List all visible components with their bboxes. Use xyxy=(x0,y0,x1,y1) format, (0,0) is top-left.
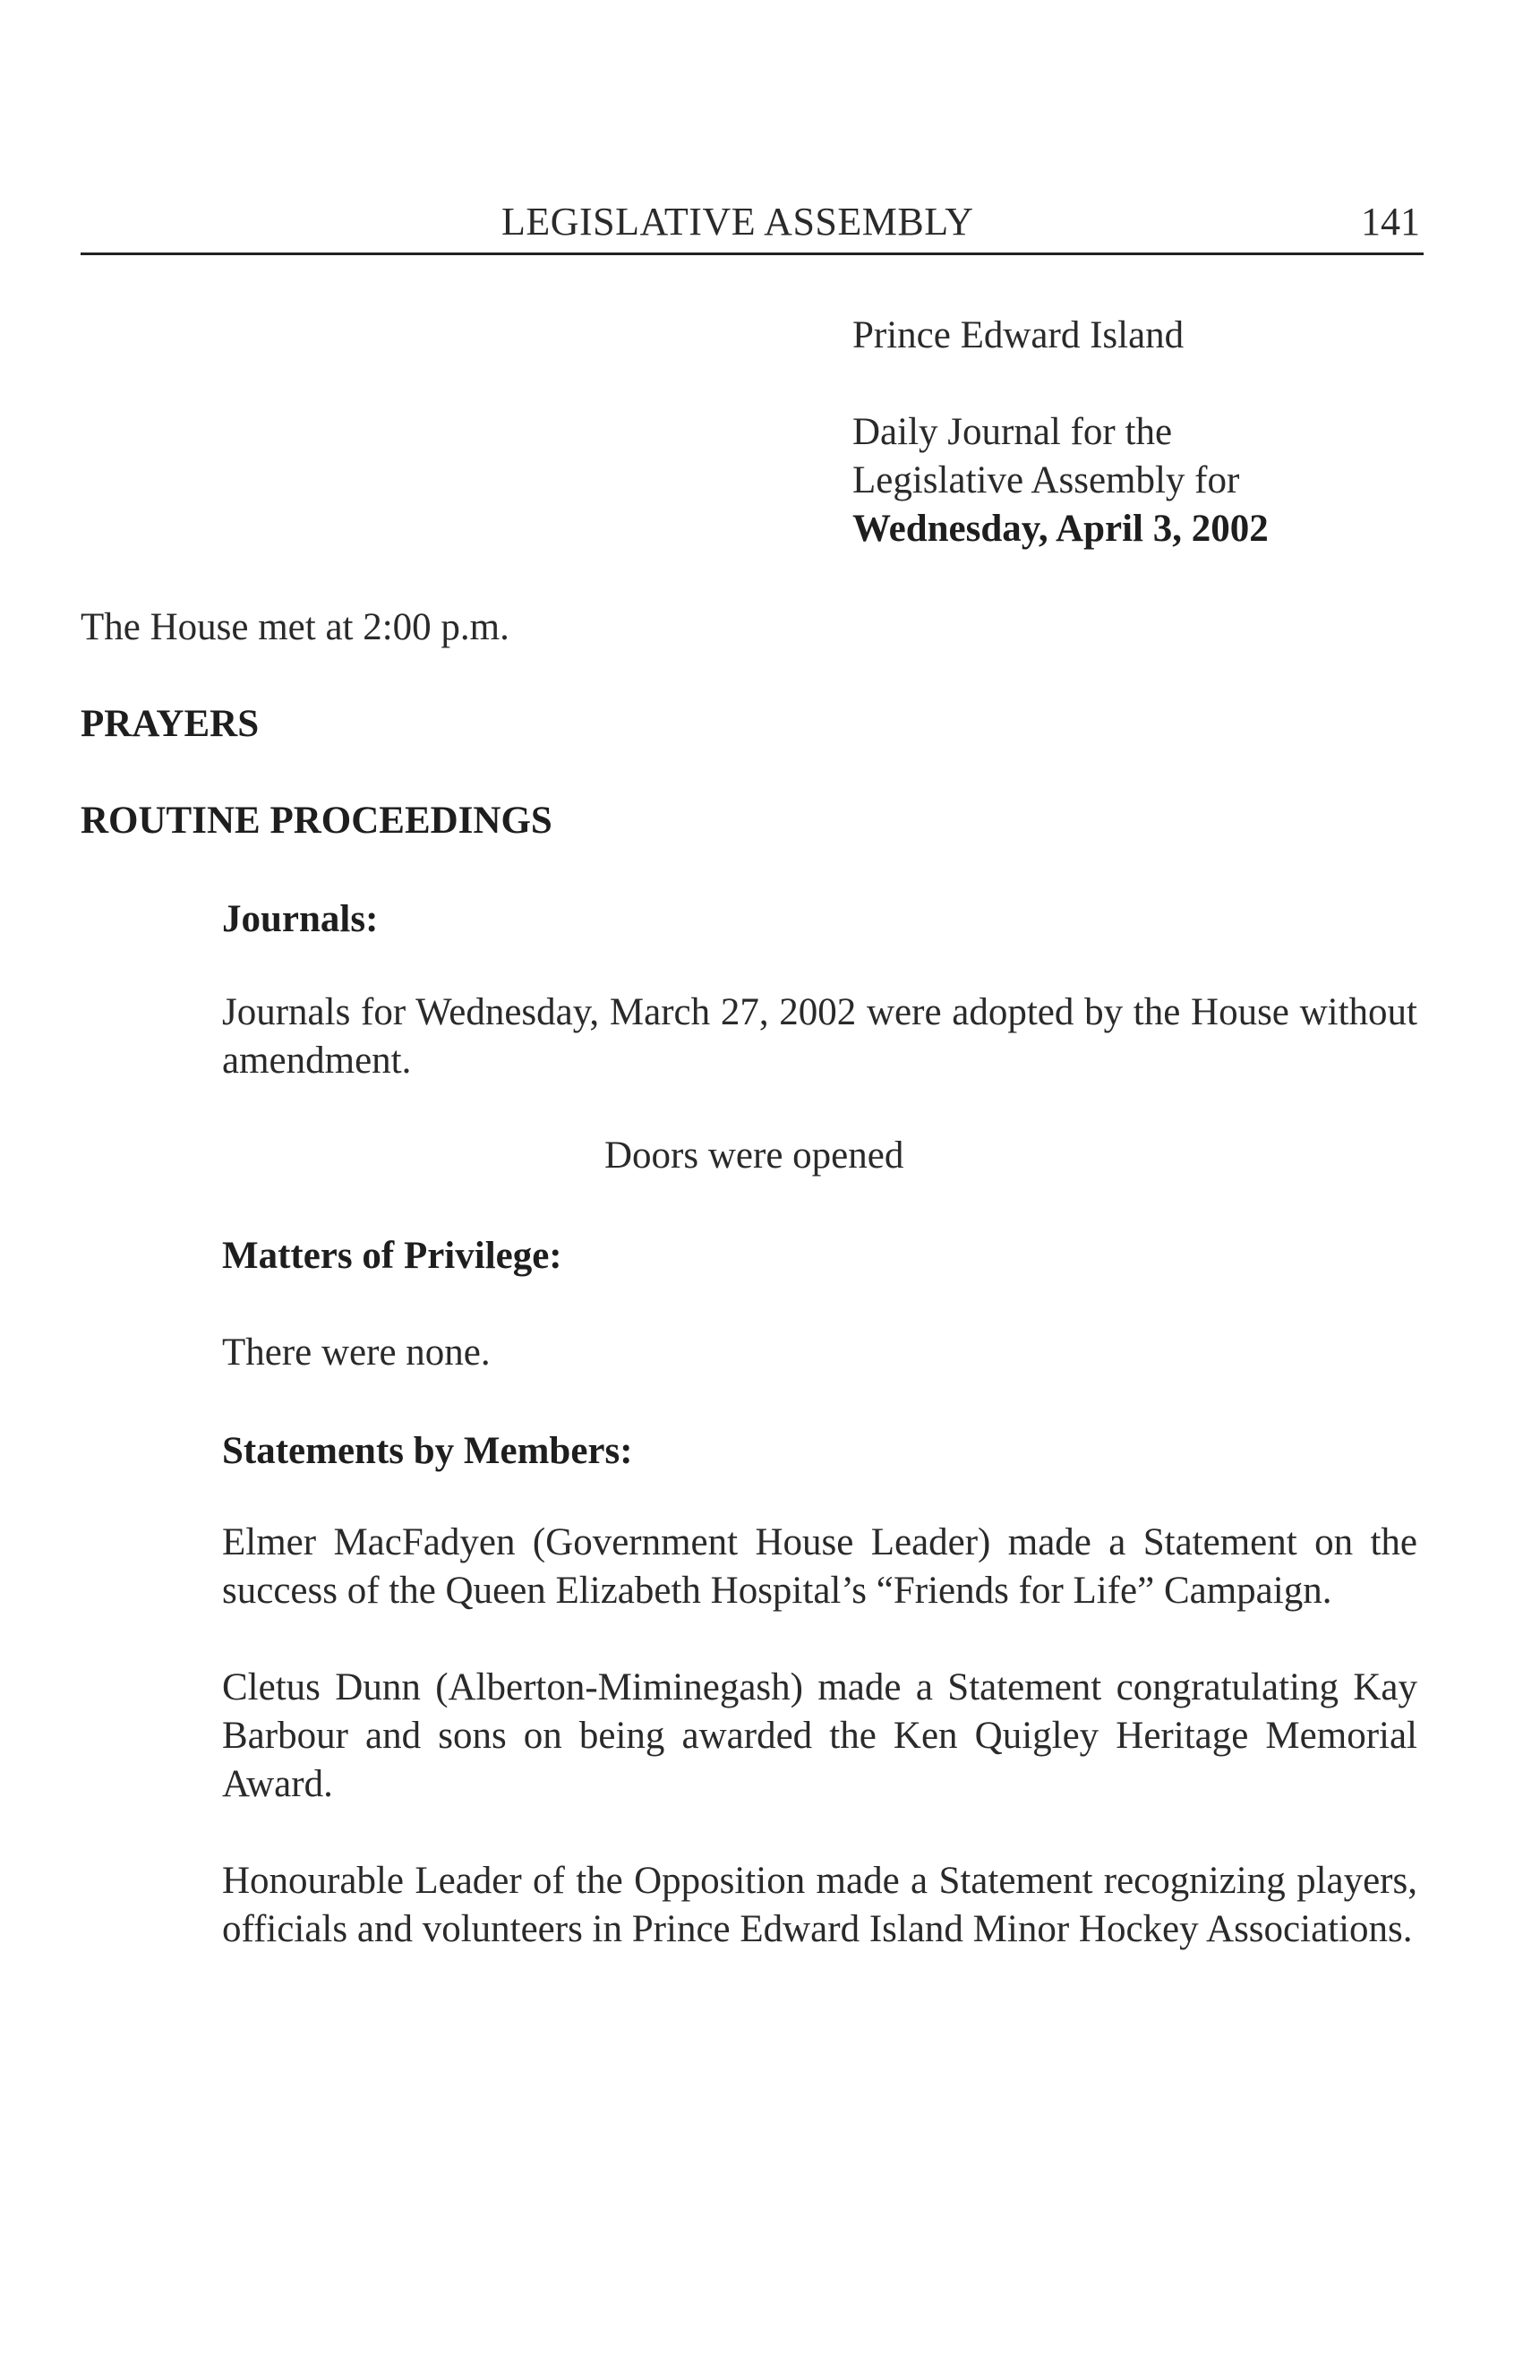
statement-2: Cletus Dunn (Alberton-Miminegash) made a Statement congratulating Kay Barbour and sons on being awarded the Ken Quigley Heritage Memorial Award. xyxy=(222,1666,1417,1805)
privilege-text: There were none. xyxy=(222,1331,491,1374)
journal-date: Wednesday, April 3, 2002 xyxy=(852,508,1269,550)
journals-text: Journals for Wednesday, March 27, 2002 were adopted by the House without amendment. xyxy=(222,991,1417,1082)
statement-1: Elmer MacFadyen (Government House Leader) made a Statement on the success of the Queen Elizabeth Hospital’s “Friends for Life” Campaign. xyxy=(222,1521,1417,1612)
opening-statement: The House met at 2:00 p.m. xyxy=(81,606,509,648)
journal-title-line-2: Legislative Assembly for xyxy=(852,459,1240,501)
prayers-heading: PRAYERS xyxy=(81,703,260,745)
doors-opened-note: Doors were opened xyxy=(604,1134,904,1177)
journal-title-line-1: Daily Journal for the xyxy=(852,411,1173,453)
matters-of-privilege-heading: Matters of Privilege: xyxy=(222,1235,562,1277)
header-rule xyxy=(81,253,1424,255)
routine-proceedings-heading: ROUTINE PROCEEDINGS xyxy=(81,800,552,842)
statements-by-members-heading: Statements by Members: xyxy=(222,1430,633,1472)
page-number: 141 xyxy=(1361,200,1420,244)
running-header-title: LEGISLATIVE ASSEMBLY xyxy=(501,200,974,244)
statement-3: Honourable Leader of the Opposition made a Statement recognizing players, officials and volunteers in Prince Edward Island Minor Hockey Associations. xyxy=(222,1860,1417,1950)
province-name: Prince Edward Island xyxy=(852,314,1185,356)
journals-heading: Journals: xyxy=(222,898,379,940)
